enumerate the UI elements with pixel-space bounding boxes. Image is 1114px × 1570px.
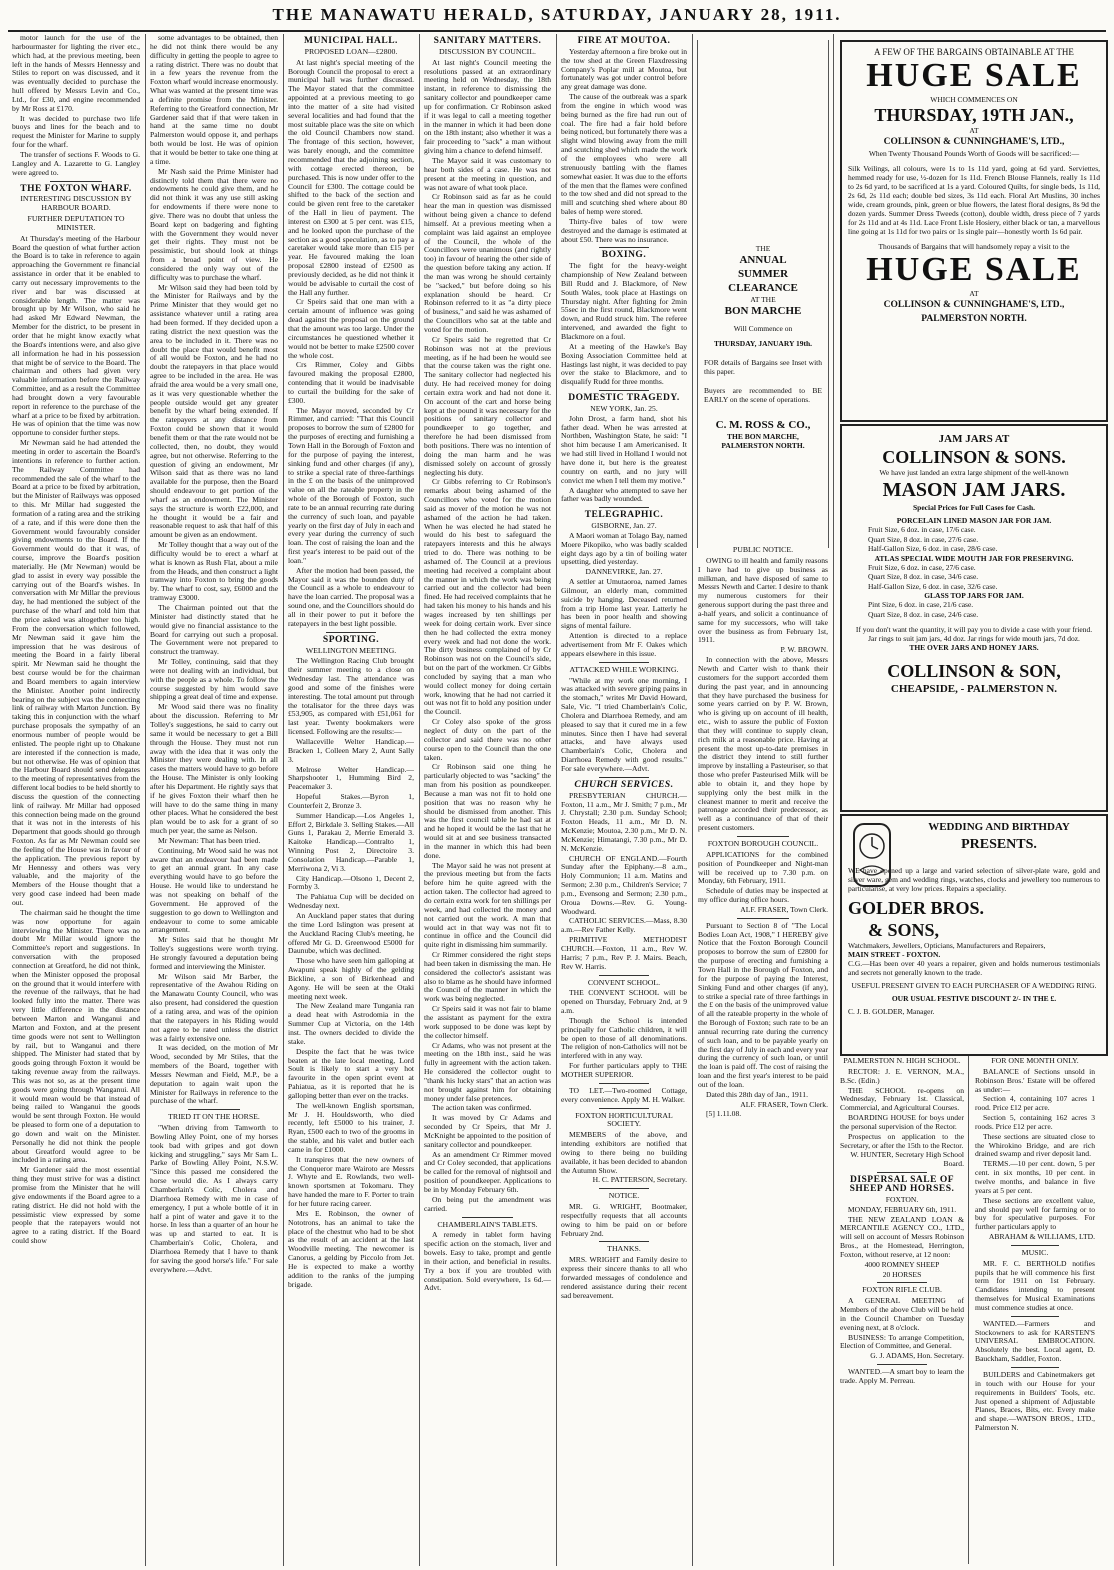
divider — [599, 247, 649, 248]
ad-text: COLLINSON & CUNNINGHAME'S, LTD., — [883, 137, 1065, 147]
headline-dispersal-sale: DISPERSAL SALE OF SHEEP AND HORSES. — [849, 1175, 955, 1194]
article-paragraph: For further particulars apply to THE MOTHER SUPERIOR. — [561, 1061, 687, 1079]
divider — [877, 1364, 927, 1365]
ad-text: BON MARCHE — [724, 305, 802, 317]
ad-text: WHICH COMMENCES ON — [930, 95, 1018, 104]
price-item: Quart Size, 8 doz. in case, 24/6 case. — [868, 609, 979, 619]
article-paragraph: Cr Gibbs referring to Cr Robinson's remarks about being ashamed of the Councillors who voted for the motion said as mover of the motion he was not ashamed of the action he had taken. When he was elected he had stated he would do his best to safeguard the ratepayers interests and this he always tried to do. There was nothing to be ashamed of. The Council at a previous meeting had received a complaint about the manner in which the work was being carried out and the collector had been fined. He had received complaints that he had taken his money to his hands and his wages increased by ten shillings per week for doing certain work. Ever since then he had collected the extra money every week and had not done the work. The dirty business complained of by Cr Robinson was not on the Council's side, but on the part of the workmen. Cr Gibbs concluded by saying that a man who would collect money for doing certain work, knowing that he had not carried it out was not fit to hold any position under the Council. — [424, 477, 551, 717]
article-paragraph: The New Zealand mare Tungania ran a dead heat with Astrodomia in the Summer Cup at Victoria, on the 14th inst. The owners decided to divide the stake. — [288, 1001, 414, 1046]
article-paragraph: Hopeful Stakes.—Byron 1, Counterfeit 2, Bronze 3. — [288, 792, 414, 810]
notice-paragraph: In connection with the above, Messrs Newth and Carter wish to thank their customers for the support accorded them during the past year, and in announcing that they have purchased the business for some years carried on by P. W. Brown, who is giving up on account of ill health, etc., wish to assure the public of Foxton that they will continue to supply clean, rich milk at a reasonable price. Having at present the most up-to-date premises in the district they intend to still further improve by installing a Pasteuriser, so that those who prefer Pasteurised Milk will be able to obtain it, and they hope by supplying only the best milk in the cleanest manner to merit and receive the patronage accorded their predecessor, as well as a continuance of that of their present customers. — [698, 655, 828, 833]
column-1 — [12, 34, 140, 1566]
clock-illustration-icon — [850, 822, 894, 890]
column-3 — [288, 34, 414, 1566]
article-paragraph: It was moved by Cr Adams and seconded by Cr Speirs, that Mr J. McKnight be appointed to the position of sanitary collector and poundkeeper. — [424, 1113, 551, 1149]
ad-text: THE BON MARCHE, — [727, 432, 799, 441]
article-paragraph: "While at my work one morning, I was attacked with severe griping pains in the stomach," writes Mr David Howard, Sale, Vic. "I tried Chamberlain's Colic, Cholera and Diarrhoea Remedy, and am pleased to say that it cured me in a few minutes. Since then I have had several attacks, and have always used Chamberlain's Colic, Cholera and Diarrhoea Remedy with good results." For sale everywhere.—Advt. — [561, 675, 687, 773]
article-paragraph: Cr Robinson said as far as he could hear the man in question was dismissed without being given a chance to defend himself. At a previous meeting when a complaint was laid against an employee of the Council, the whole of the Councillors were unanimous (and rightly too) in favour of hearing the other side of the question before taking any action. If the man was wrong he should certainly be "sacked," but before doing so his explanation should be heard. Cr Robinson referred to it as "a dirty piece of business," and said he was ashamed of the Councillors who sat at the table and voted for the motion. — [424, 192, 551, 334]
divider — [877, 1172, 927, 1173]
article-paragraph: MR. G. WRIGHT, Bootmaker, respectfully requests that all accounts owing to him be paid on or before February 2nd. — [561, 1202, 687, 1238]
dateline: GISBORNE, Jan. 27. — [591, 521, 657, 531]
ad-text: Silk Veilings, all colours, were 1s to 1s 11d yard, going at 6d yard. Serviettes, hemmed ready for use, ½-dozen for 1s 11d. French Blouse Flannels, really 1s 11d to 2s 6d yard, to be sacrificed at 1s a yard. Coloured Quilts, for single beds, 1s 11d, 2s 6d, 2s 11d each; double bed sizes, 3s 11d each. Floral Art Muslins, 30 inches wide, cream grounds, pink, green or blue flowers, the latest floral designs, 8s 9d the dozen yards. Summer Dress Tweeds (cotton), double width, dress piece of 7 yards for 2s 11d and at 4s 11d. Lace Front Lisle Hosiery, either black or tan, a marvellous line going at 1s 11d for two pairs or 1s single pair—honestly worth 1s 6d pair. — [848, 164, 1100, 236]
price-list-glass-top — [848, 600, 1100, 619]
ad-text: When Twenty Thousand Pounds Worth of Goods will be sacrificed:— — [868, 149, 1080, 158]
article-paragraph: A remedy in tablet form having specific action on the stomach, liver and bowels. Easy to take, prompt and gentle in their action, and beneficial in results. Try a box if you are troubled with constipation. Sold everywhere, 1s 6d.—Advt. — [424, 1230, 551, 1293]
article-paragraph: Mr Wood said there was no finality about the discussion. Referring to Mr Tolley's suggestions, he said to carry out same it would be necessary to get a Bill through the House. They must not run away with the idea that it was only the Minister they were dealing with. In all cases the matters would have to go before the House. The Minister is only looking after his Department. He rightly says that if he gives Foxton their wharf then he will have to do the same thing in many other places. What he considered the best plan would be to ask for a grant of so much per year, the same as Nelson. — [150, 702, 278, 836]
ad-text: C.G.—Has been over 40 years a repairer, given and holds numerous testimonials and secrets not generally known to the trade. — [848, 959, 1100, 977]
article-paragraph: Cr Speirs said that one man with a certain amount of influence was going dead against the proposal on the ground that the amount was too large. Under the circumstances he questioned whether it would not be better to make £2500 cover the whole cost. — [288, 297, 414, 360]
signature: ALF. FRASER, Town Clerk. — [740, 1099, 828, 1109]
ad-text: A FEW OF THE BARGAINS OBTAINABLE AT THE — [874, 47, 1074, 57]
ad-text: CLEARANCE — [728, 282, 798, 294]
ad-text: PORCELAIN LINED MASON JAR FOR JAM. — [896, 516, 1052, 525]
ad-text: Buyers are recommended to BE EARLY on the scene of operations. — [704, 386, 822, 404]
column-5 — [561, 34, 687, 1566]
notice-paragraph: WANTED.—Farmers and Stockowners to ask for KARSTEN'S UNIVERSAL EMBROCATION. Absolutely the best. Local agent, D. Bauckham, Saddler, Foxton. — [975, 1318, 1095, 1364]
article-paragraph: An Auckland paper states that during the time Lord Islington was present at the Auckland Racing Club's meeting, he offered Mr G. D. Greenwood £5000 for Daunube, which was declined. — [288, 911, 414, 956]
headline-fire-moutoa: FIRE AT MOUTOA. — [577, 36, 671, 46]
ad-text: FOR details of Bargains see Inset with this paper. — [704, 358, 822, 376]
price-item: Fruit Size, 6 doz. in case, 17/6 case. — [868, 525, 976, 534]
article-paragraph: The cause of the outbreak was a spark from the engine in which wood was being burned as the fire had run out of coal. The fire had a fair hold before being noticed, but fortunately there was a slight wind blowing away from the mill and scutching shed which made the work of the employees who were all strenuously battling with the flames somewhat easier. It was due to the efforts of the men that the flames were confined to the tow shed and did not spread to the mill and scutching shed where about 80 bales of hemp were stored. — [561, 92, 687, 217]
article-paragraph: MRS. WRIGHT and Family desire to express their sincere thanks to all who forwarded messages of condolence and rendered assistance during their recent sad bereavement. — [561, 1255, 687, 1300]
headline-horticultural: FOXTON HORTICULTURAL SOCIETY. — [575, 1110, 673, 1129]
article-paragraph: CATHOLIC SERVICES.—Mass, 8.30 a.m.—Rev Father Kelly. — [561, 916, 687, 935]
headline-church-services: CHURCH SERVICES. — [574, 779, 674, 790]
ad-text: WEDDING AND BIRTHDAY — [928, 821, 1070, 833]
ad-golder-bros — [840, 814, 1108, 1056]
notice-paragraph: Prospectus on application to the Secretary, or after the 15th to the Rector. — [840, 1131, 964, 1150]
subheadline: INTERESTING DISCUSSION BY HARBOUR BOARD. — [20, 194, 132, 213]
signature: W. HUNTER, Secretary High School Board. — [850, 1150, 964, 1169]
ad-text: GLASS TOP JARS FOR JAM. — [924, 591, 1024, 600]
ad-text: AT — [969, 289, 979, 298]
article-paragraph: Those who have seen him galloping at Awapuni speak highly of the gelding Bickline, a son of Birkenhead and Agony. He will be seen at the Otaki meeting next week. — [288, 956, 414, 1001]
divider — [1011, 1316, 1059, 1317]
dateline: DANNEVIRKE, Jan. 27. — [585, 567, 663, 577]
price-item: Half-Gallon Size, 6 doz. in case, 32/6 case. — [868, 581, 998, 591]
notice-paragraph: THE SCHOOL re-opens on Wednesday, February 1st. Classical, Commercial, and Agricultural Courses. — [840, 1085, 964, 1113]
divider — [188, 1109, 239, 1110]
divider — [599, 662, 649, 663]
subheadline: WELLINGTON MEETING. — [305, 645, 397, 655]
article-paragraph: Mr Nash said the Prime Minister had distinctly told them that there were no endowments he could give them, and he did not think it was any use still asking for endowments if there were none to give. There was no doubt that unless the Board kept on badgering and fighting with the Government they would never get their rights. They must not be pessimistic, but should look at things from a broad point of view. He considered the only way out of the difficulty was to purchase the wharf. — [150, 166, 278, 282]
headline-one-month: FOR ONE MONTH ONLY. — [991, 1056, 1079, 1065]
ad-text: AT — [969, 126, 979, 135]
notice-paragraph: BUSINESS: To arrange Competition, Election of Committee, and General. — [840, 1332, 964, 1351]
article-paragraph: The Mayor said he was not present at the previous meeting but from the facts before him he quite agreed with the action taken. The collector had agreed to do certain extra work for ten shillings per week, and had collected the money and not carried out the work. A man that would act in that way was not fit to continue in office and the Council did quite right in dismissing him summarily. — [424, 860, 551, 950]
headline-attacked: ATTACKED WHILE WORKING. — [569, 664, 679, 674]
divider — [599, 1108, 649, 1109]
article-paragraph: Mr Tolley thought that a way out of the difficulty would be to erect a wharf at what is known as Rush Flat, about a mile from the Heads, and then construct a light tramway into Foxton to bring the goods by. The wharf to cost, say, £6000 and the tramway £3000. — [150, 540, 278, 603]
notice-paragraph: Dated this 28th day of Jan., 1911. — [706, 1089, 809, 1099]
column-divider — [692, 34, 693, 1566]
divider — [599, 1241, 649, 1242]
article-paragraph: The well-known English sportsman, Mr J. H. Houldsworth, who died recently, left £5000 to his trainer, J. Ryan, £500 each to two of the grooms in the stable, and his valet and butler each came in for £1000. — [288, 1100, 414, 1154]
article-paragraph: It transpires that the new owners of the Conqueror mare Wairoto are Messrs J. Whyte and E. Rowlands, two well-known sportsmen at Tokomaru. They have handed the mare to F. Porter to train for her future racing career. — [288, 1154, 414, 1208]
notice-paragraph: Section 4, containing 107 acres 1 rood. Price £12 per acre. — [975, 1094, 1095, 1113]
article-paragraph: Mr Gardener said the most essential thing they must strive for was a distinct promise from the Minister that he will give endowments if the Board agree to a rating district. He did not hold with the pessimistic view expressed by some people that the ratepayers would not agree to a rating district. If the Board could show — [12, 1165, 140, 1246]
masthead-title: THE MANAWATU HERALD, SATURDAY, JANUARY 28, 1911. — [272, 5, 842, 24]
ad-text: COLLINSON & SON, — [887, 661, 1061, 681]
headline-music: MUSIC. — [1021, 1247, 1049, 1257]
article-paragraph: Continuing, Mr Wood said he was not aware that an endeavour had been made to get an annual grant. In any case everything would have to go before the House. He would like to understand he was not speaking on behalf of the Government. He approved of the suggestion to go down to Wellington and endeavour to come to some amicable arrangement. — [150, 845, 278, 935]
notice-paragraph: MR. F. C. BERTHOLD notifies pupils that he will commence his first term for 1911 on 1st February. Candidates intending to present themselves for Musical Examinations must commence studies at once. — [975, 1258, 1095, 1312]
article-paragraph: Cr Speirs said it was not fair to blame the assistant as payment for the extra work supposed to be done was kept by the collector himself. — [424, 1004, 551, 1040]
price-item: Quart Size, 8 doz. in case, 27/6 case. — [868, 534, 979, 544]
ad-text: WE have opened up a large and varied selection of silver-plate ware, gold and silver ware, gem and wedding rings, watches, clocks and jewellery too numerous to particularise, at very low prices. Repairs a speciality. — [848, 866, 1100, 893]
article-paragraph: Despite the fact that he was twice beaten at the late local meeting, Lord Soult is likely to start a very hot favourite in the open sprint event at Pahiatua, as it is reported that he is galloping better than ever on the tracks. — [288, 1046, 414, 1100]
ad-text: SUMMER — [737, 268, 789, 280]
article-paragraph: some advantages to be obtained, then he did not think there would be any difficulty in getting the people to agree to a rating district. There was no doubt that in a few years the revenue from the Foxton wharf would increase enormously. What was wanted at the present time was a definite promise from the Minister. Referring to the Greatford connection, Mr Gardener said that if that were taken in hand at the same time no doubt Palmerston would oppose it, and perhaps both would be lost. He was of opinion that it would be better to take one thing at a time. — [150, 34, 278, 166]
article-paragraph: At last night's special meeting of the Borough Council the proposal to erect a municipal hall was further discussed. The Mayor stated that the committee appointed at a previous meeting to go into the matter of a site had visited several localities and had found that the most suitable place was the site on which the old Council Chambers now stand. The frontage of this section, however, was barely enough, and the committee recommended that the adjoining section, with cottage erected thereon, be purchased. This is now under offer to the Council for £300. The cottage could be shifted to the back of the section and could be given rent free to the caretaker of the Hall in lieu of payment. The interest on £300 at 5 per cent. was £15, and he looked upon the purchase of the section as a good speculation, as to pay a caretaker would take more than £15 per year. He favoured making the loan proposal £2800 instead of £2500 as previously decided, as he did not think it would be advisable to curtail the cost of the Hall any further. — [288, 57, 414, 297]
headline-chamberlains-tablets: CHAMBERLAIN'S TABLETS. — [437, 1219, 538, 1229]
ad-text: THE OVER JARS AND HONEY JARS. — [909, 643, 1039, 652]
column-divider — [145, 34, 146, 1566]
article-paragraph: The Chairman pointed out that the Minister had distinctly stated that he would give no financial assistance to the Board for carrying out such a proposal. The Government were not prepared to construct the tramway. — [150, 603, 278, 657]
article-paragraph: TO LET.—Two-roomed Cottage, every convenience. Apply M. H. Walker. — [561, 1085, 687, 1104]
notice-paragraph: APPLICATIONS for the combined position of Poundkeeper and Night-man will be received up to 7.30 p.m. on Monday, 6th February, 1911. — [698, 849, 828, 886]
notice-paragraph: OWING to ill health and family reasons I have had to give up business as milkman, and have disposed of same to Messrs Newth and Carter. I desire to thank my numerous customers for their generous support during the past three and a-half years, and solicit a continuance of same for my successors, who will take over the business as from February 1st, 1911. — [698, 555, 828, 645]
article-paragraph: Cr Adams, who was not present at the meeting on the 18th inst., said he was fully in agreement with the action taken. He considered the collector ought to "thank his lucky stars" that an action was not brought against him for obtaining money under false pretences. — [424, 1040, 551, 1103]
notice-paragraph: 20 HORSES — [882, 1269, 922, 1279]
article-paragraph: Mr Wilson said Mr Barber, the representative of the Awahou Riding on the Manawatu County Council, who was also present, had considered the question of a rating area, and was of the opinion that the ratepayers in his Riding would not agree to be rated unless the district was a fairly extensive one. — [150, 971, 278, 1043]
headline-municipal-hall: MUNICIPAL HALL. — [304, 36, 398, 46]
divider — [50, 181, 101, 182]
article-paragraph: Yesterday afternoon a fire broke out in the tow shed at the Green Flaxdressing Company's Poplar mill at Moutoa, but fortunately was got under control before any great damage was done. — [561, 46, 687, 92]
headline-tried-horse: TRIED IT ON THE HORSE. — [168, 1112, 260, 1122]
notice-paragraph: BALANCE of Sections unsold in Robinson Bros.' Estate will be offered as under:— — [975, 1066, 1095, 1094]
headline-rifle-club: FOXTON RIFLE CLUB. — [862, 1285, 942, 1295]
article-paragraph: The Pahiatua Cup will be decided on Wednesday next. — [288, 892, 414, 911]
ad-text: Thousands of Bargains that will handsomely repay a visit to the — [878, 242, 1070, 251]
article-paragraph: Cr Rimmer considered the right steps had been taken in dismissing the man. He considered the collector's assistant was also to blame as he should have informed the Council of the manner in which the work was being neglected. — [424, 950, 551, 1004]
article-paragraph: CHURCH OF ENGLAND.—Fourth Sunday after the Epiphany.—8 a.m., Holy Communion; 11 a.m. Matins and Sermon; 2.30 p.m., Children's Service; 7 p.m., Evensong and Sermon; 2.30 p.m., Oroua Downs.—Rev. G. Young-Woodward. — [561, 853, 687, 916]
ad-text: PALMERSTON NORTH. — [721, 441, 805, 450]
notice-paragraph: Schedule of duties may be inspected at my office during office hours. — [698, 886, 828, 905]
column-8-notices — [975, 1056, 1095, 1564]
article-paragraph: It was decided to purchase two life buoys and lines for the beach and to request the Minister for Marine to supply four for the wharf. — [12, 113, 140, 150]
article-paragraph: Mrs E. Robinson, the owner of Nototrons, has an animal to take the place of the chestnut who had to be shot as the result of an accident at the last Woodville meeting. The newcomer is Canorus, a gelding by Piccolo from Jet. He is expected to make a worthy addition to the ranks of the jumping brigade. — [288, 1208, 414, 1289]
signature: G. J. ADAMS, Hon. Secretary. — [870, 1351, 964, 1361]
price-item: Half-Gallon Size, 6 doz. in case, 28/6 case. — [868, 544, 998, 553]
column-2 — [150, 34, 278, 1566]
column-4 — [424, 34, 551, 1566]
ad-headline-huge-sale: HUGE SALE — [866, 57, 1082, 94]
divider — [1011, 1245, 1059, 1246]
headline-high-school: PALMERSTON N. HIGH SCHOOL. — [843, 1056, 961, 1065]
article-paragraph: The action taken was confirmed. — [432, 1103, 532, 1113]
ad-text: C. M. ROSS & CO., — [715, 419, 811, 431]
notice-paragraph: A GENERAL MEETING of Members of the above Club will be held in the Council Chamber on Tuesday evening next, at 8 o'clock. — [840, 1296, 964, 1332]
column-7-notices — [840, 1056, 969, 1564]
divider — [599, 390, 649, 391]
divider — [737, 836, 789, 837]
article-paragraph: Though the School is intended principally for Catholic children, it will be open to those of all denominations. The religion of non-Catholics will not be interfered with in any way. — [561, 1015, 687, 1061]
ad-text: JAM JARS AT — [938, 433, 1010, 445]
notice-paragraph: BOARDING HOUSE for boys under the personal supervision of the Rector. — [840, 1113, 964, 1131]
ad-text: MAIN STREET - FOXTON. — [848, 950, 941, 959]
price-item: Fruit Size, 6 doz. in case, 27/6 case. — [868, 562, 976, 572]
article-paragraph: MEMBERS of the above, and intending exhibitors are notified that owing to there being no building available, it has been decided to abandon the Autumn Show. — [561, 1130, 687, 1175]
headline-telegraphic: TELEGRAPHIC. — [584, 510, 664, 521]
article-paragraph: Wallaceville Welter Handicap.—Bracken 1, Colleen Mary 2, Aunt Sally 3. — [288, 736, 414, 764]
ad-text: We have just landed an extra large shipment of the well-known — [879, 468, 1069, 477]
footer-code: [5] 1.11.08. — [706, 1109, 742, 1119]
article-paragraph: The Wellington Racing Club brought their summer meeting to a close on Wednesday last. The attendance was good and some of the finishes were interesting. The total amount put through the totalisator for the three days was £53,905, as compared with £51,061 for last year. Twenty bookmakers were licensed. Following are the results:— — [288, 656, 414, 737]
notice-paragraph: These sections are situated close to the Whirokino Bridge, and are rich drained swamp and river deposit land. — [975, 1131, 1095, 1159]
article-paragraph: The fight for the heavy-weight championship of New Zealand between Bill Rudd and J. Blackmore, of New South Wales, took place at Hastings on Thursday night. After fighting for 2min 55sec in the first round, Blackmore went down, and Rudd struck him. The referee intervened, and awarded the fight to Blackmore on a foul. — [561, 261, 687, 341]
notice-paragraph: TERMS.—10 per cent. down, 5 per cent. in six months, 10 per cent. in twelve months, and balance in five years at 5 per cent. — [975, 1159, 1095, 1195]
ad-text: USEFUL PRESENT GIVEN TO EACH PURCHASER OF A WEDDING RING. — [851, 981, 1097, 990]
article-paragraph: Melrose Welter Handicap.—Sharpshooter 1, Humming Bird 2, Peacemaker 3. — [288, 764, 414, 792]
headline-borough-council: FOXTON BOROUGH COUNCIL. — [707, 839, 819, 848]
article-paragraph: As an amendment Cr Rimmer moved and Cr Coley seconded, that applications be called for the removal of nightsoil and position of poundkeeper. Applications to be in by Monday February 6th. — [424, 1149, 551, 1194]
ad-text: THURSDAY, 19TH JAN., — [874, 105, 1074, 125]
headline-sanitary-matters: SANITARY MATTERS. — [433, 36, 542, 46]
notice-paragraph: BUILDERS and Cabinetmakers get in touch with our House for your requirements in Builders' Tools, etc. Just opened a shipment of Adjustable Planes, Braces, Bits, etc. Every make and shape.—WATSON BROS., LTD., Palmerston N. — [975, 1370, 1095, 1433]
article-paragraph: Summer Handicap.—Los Angeles 1, Effort 2, Birkdale 3. Selling Stakes.—All Guns 1, Parakau 2, Merrie Emerald 3. Kaitoke Handicap.—Contralto 1, Winning Post 2, Directoire 3. Consolation Handicap.—Parable 1, Merriwona 2, Vi 3. — [288, 810, 414, 873]
ad-text: COLLINSON & SONS. — [882, 447, 1066, 467]
ad-text: Will Commence on — [733, 324, 793, 333]
ad-text: Jar rings to suit jam jars, 4d doz. Jar rings for wide mouth jars, 7d doz. — [868, 634, 1080, 643]
divider — [599, 975, 649, 976]
signature: H. C. PATTERSON, Secretary. — [592, 1175, 687, 1185]
article-paragraph: John Drost, a farm hand, shot his father dead. When he was arrested at Northben, Washington State, he said: "I shot him because I am Americanised. It we had still lived in Holland I would not have done it, but here is the greatest country on earth, and no jury will convict me when I tell them my motive." — [561, 413, 687, 485]
divider — [599, 777, 649, 778]
signature: ABRAHAM & WILLIAMS, LTD. — [988, 1232, 1095, 1242]
notice-paragraph: RECTOR: J. E. VERNON, M.A., B.Sc. (Edin.) — [840, 1066, 964, 1085]
ad-text: ANNUAL — [739, 254, 787, 266]
ad-bon-marche — [697, 40, 829, 548]
article-paragraph: It was decided, on the motion of Mr Wood, seconded by Mr Stiles, that the members of the Board, together with Messrs Newman and Field, M.P., be a deputation to again wait upon the Minister for Railways in reference to the purchase of the wharf. — [150, 1043, 278, 1106]
divider — [326, 632, 376, 633]
price-list-atlas — [848, 563, 1100, 592]
ad-text: MASON JAM JARS. — [882, 479, 1066, 501]
subheadline: PROPOSED LOAN—£2800. — [304, 46, 398, 56]
article-paragraph: Mr Newman said he had attended the meeting in order to ascertain the Board's intentions in reference to further action. The Railway Committee had recommended the sale of the wharf to the Board at a price to be fixed by arbitration, but the Minister of Railways was opposed to this. Mr Millar had suggested the formation of a rating area and the striking of a rate, and if this were done then the Government would favourably consider giving endowments to the Board. If the Government would do that it was, of course, improve the Board's position materially. He (Mr Newman) would be glad to assist in every way possible the carrying out of the Board's wishes. In conversation with Mr Millar the previous day, he had mentioned the subject of the purchase of the wharf and told him that the price asked was altogether too high. From the conversation which followed, Mr Newman said it gave him the impression that he was desirous of meeting the Board in a fairly liberal spirit. Mr Newman said he thought the best course would be for the chairman and Board members to again interview the Minister. Another point indirectly bearing on the subject was the connecting link of railway with Marton Junction. By taking this in conjunction with the wharf purchase proposals the sympathy of an enormous number of people would be enlisted. The people right up to Ohakune are interested if the connection is made, but not otherwise. He was of opinion that the Harbour Board should send delegates to the meeting of representatives from the different local bodies to be held shortly to discuss the question of the connecting link of railway. Mr Millar had opposed this connection being made on the ground that it was not in the interests of his Department that goods should go through Foxton. As far as Mr Newman could see the feeling of the House was in favour of the application. The previous report by Mr Hennessy and others was very valuable, and the majority of the Members of the House thought that a very good case indeed had been made out. — [12, 438, 140, 907]
article-paragraph: Mr Stiles said that he thought Mr Tolley's suggestions were worth trying. He strongly favoured a deputation being formed and interviewing the Minister. — [150, 935, 278, 971]
ad-headline-huge-sale: HUGE SALE — [866, 251, 1082, 288]
ad-text: ATLAS SPECIAL WIDE MOUTH JAR FOR PRESERVING. — [874, 553, 1074, 563]
ad-text: If you don't want the quantity, it will pay you to divide a case with your friend. — [855, 625, 1093, 634]
subheadline: DISCUSSION BY COUNCIL. — [439, 46, 536, 56]
article-paragraph: PRESBYTERIAN CHURCH.—Foxton, 11 a.m., Mr J. Smith; 7 p.m., Mr J. Chrystall; 2.30 p.m. Sunday School; Foxton Heads, 11 a.m., Mr D. N. McKenzie; Moutoa, 2.30 p.m., Mr D. N. McKenzie; Himatangi, 7.30 p.m., Mr D. N. McKenzie. — [561, 790, 687, 853]
article-paragraph: Cr Speirs said he regretted that Cr Robinson was not at the previous meeting, as if he had been he would see that the course taken was the right one. The sanitary collector had neglected his duty. He had received money for doing certain extra work and had not done it. On account of the cart and horse being kept at the pound it was necessary for the positions of sanitary collector and poundkeeper to go together, and therefore he had been dismissed from both positions. There was no intention of doing the man harm and he was dismissed solely on account of grossly neglecting his duty. — [424, 334, 551, 477]
article-paragraph: A daughter who attempted to save her father was badly wounded. — [561, 485, 687, 504]
divider — [599, 1083, 649, 1084]
ad-text: Special Prices for Full Cases for Cash. — [912, 503, 1035, 512]
notice-paragraph: 4000 ROMNEY SHEEP — [864, 1259, 940, 1269]
notice-paragraph: WANTED.—A smart boy to learn the trade. Apply M. Perreau. — [840, 1367, 964, 1385]
article-paragraph: Mr Tolley, continuing, said that they were not dealing with an individual, but with the people as a whole. To follow the course suggested by him would save shipping a great deal of time and expense. — [150, 657, 278, 702]
signature: P. W. BROWN. — [780, 645, 828, 655]
column-divider — [419, 34, 420, 1566]
column-divider — [556, 34, 557, 1566]
column-6-notices — [698, 545, 828, 1565]
headline-notice: NOTICE. — [608, 1191, 640, 1201]
article-paragraph: THE CONVENT SCHOOL will be opened on Thursday, February 2nd, at 9 a.m. — [561, 988, 687, 1016]
notice-paragraph: THE NEW ZEALAND LOAN & MERCANTILE AGENCY CO., LTD., will sell on account of Messrs Robinson Bros., at the Homestead, Herrington, Foxton, without reserve, at 12 noon: — [840, 1214, 964, 1259]
notice-paragraph: MONDAY, FEBRUARY 6th, 1911. — [847, 1204, 957, 1214]
headline-foxton-wharf: THE FOXTON WHARF. — [20, 183, 132, 194]
dateline: NEW YORK, Jan. 25. — [590, 403, 658, 413]
divider — [737, 918, 789, 919]
masthead-rule — [8, 30, 1106, 32]
article-paragraph: Cr Coley also spoke of the gross neglect of duty on the part of the collector and said there was no other course open to the Council than the one taken. — [424, 717, 551, 762]
ad-text: AT THE — [750, 295, 776, 304]
article-paragraph: The Mayor moved, seconded by Cr Rimmer, and carried: "That this Council proposes to borrow the sum of £2800 for the purposes of erecting and furnishing a Town Hall in the Borough of Foxton and for the purpose of paying the interest, sinking fund and other charges (if any), to strike a special rate of three-farthings in the £ on the basis of the unimproved value on all the rateable property in the whole of the Borough of Foxton, such rate to be an annual recurring rate during the currency of such loan, and payable yearly on the first day of July in each and every year during the currency of such loan. The cost of raising the loan and the first year's interest to be paid out of the loan." — [288, 405, 414, 565]
ad-huge-sale — [840, 40, 1108, 422]
notice-paragraph: Pursuant to Section 8 of "The Local Bodies Loan Act, 1908," I HEREBY give Notice that the Foxton Borough Council proposes to borrow the sum of £2800 for the purpose of erecting and furnishing a Town Hall in the Borough of Foxton, and for the purpose of paying the Interest, Sinking Fund and other charges (if any), to strike a special rate of three farthings in the £ on the basis of the unimproved value of all the rateable property in the whole of the Borough of Foxton; such rate to be an annual recurring rate during the currency of such loan, and to be payable yearly on the first day of July in each and every year during the currency of such loan, or until the loan is paid off. The cost of raising the loan and the first year's interest to be paid out of the loan. — [698, 920, 828, 1089]
ad-text: PALMERSTON NORTH. — [921, 314, 1027, 324]
headline-boxing: BOXING. — [601, 250, 647, 261]
ad-text: & SONS, — [868, 920, 940, 940]
ad-text: OUR USUAL FESTIVE DISCOUNT 2/- IN THE £. — [891, 994, 1057, 1003]
divider — [599, 1188, 649, 1189]
ad-text: GOLDER BROS. — [848, 898, 985, 918]
notice-paragraph: FOXTON. — [885, 1194, 919, 1204]
headline-sporting: SPORTING. — [322, 634, 380, 645]
ad-text: PRESENTS. — [961, 837, 1037, 852]
article-paragraph: On being put the amendment was carried. — [424, 1194, 551, 1213]
ad-text: C. J. B. GOLDER, Manager. — [848, 1007, 935, 1016]
article-paragraph: Crs Rimmer, Coley and Gibbs favoured making the proposal £2800, contending that it would be inadvisable to curtail the building for the sake of £300. — [288, 360, 414, 405]
article-paragraph: At a meeting of the Hawke's Bay Boxing Association Committee held at Hastings last night, it was decided to pay over the stake to Blackmore, and to disqualify Rudd for three months. — [561, 341, 687, 387]
ad-jam-jars — [840, 424, 1108, 812]
divider — [877, 1282, 927, 1283]
article-paragraph: Mr Wilson said they had been told by the Minister for Railways and by the Prime Minister that they would get no assistance whatever until a rating area had been formed. If they decided upon a rating district the next question was the area to be included in it. There was no doubt the place that would benefit most of all would be Foxton, and he had no doubt the ratepayers in that place would agree to be included in the area. He was afraid the area would be a very small one, as it was very questionable whether the people outside would get any greater benefit by the wharf being extended. If the ratepayers at any distance from Foxton could be shown that it would benefit them or that the rate would not be collected, then, no doubt, they would agree, but not otherwise. Referring to the question of giving an endowment, Mr Wilson said that as there was no land available for the purpose, then the Board should endeavour to get portion of the wharf as an endowment. The Minister says the structure is worth £22,000, and he thought it would be a fair and reasonable request to ask that half of this amount be given as an endowment. — [150, 282, 278, 540]
ad-text: CHEAPSIDE, - PALMERSTON N. — [890, 683, 1058, 695]
ad-text: THE — [755, 244, 771, 253]
price-item: Pint Size, 6 doz. in case, 21/6 case. — [868, 600, 974, 609]
article-paragraph: Cr Robinson said one thing he particularly objected to was "sacking" the man from his position as poundkeeper. Because a man was not fit to hold one position that was no reason why he should be dismissed from another. This was the first council table he had sat at and he hoped it would be the last that he would sit at and see business transacted in the manner in which this had been done. — [424, 762, 551, 860]
article-paragraph: Attention is directed to a replace advertisement from Mr F. Oakes which appears elsewhere in this issue. — [561, 631, 687, 658]
headline-public-notice: PUBLIC NOTICE. — [732, 545, 794, 554]
signature: ALF. FRASER, Town Clerk. — [740, 904, 828, 914]
article-paragraph: Thirty-five bales of tow were destroyed and the damage is estimated at about £50. There was no insurance. — [561, 216, 687, 244]
headline-thanks: THANKS. — [607, 1244, 641, 1254]
article-paragraph: Mr Newman: That has been tried. — [158, 835, 261, 845]
article-paragraph: The Mayor said it was customary to hear both sides of a case. He was not present at the meeting in question, and was not aware of what took place. — [424, 155, 551, 192]
article-paragraph: "When driving from Tamworth to Bowling Alley Point, one of my horses took bad with gripes and got down kicking and struggling," says Mr Sam L. Parke of Bowling Alley Point, N.S.W. "Since this passed me considered the horse would die. As I always carry Chamberlain's Colic, Cholera and Diarrhoea Remedy with me in case of emergency, I put a whole bottle of it in half a pint of water and gave it to the horse. In less than a quarter of an hour he was up and started to eat. It is Chamberlain's Colic, Cholera, and Diarrhoea Remedy that I have to thank for saving the good horse's life." For sale everywhere.—Advt. — [150, 1123, 278, 1274]
divider — [599, 507, 649, 508]
ad-text: Watchmakers, Jewellers, Opticians, Manufacturers and Repairers, — [848, 941, 1046, 950]
article-paragraph: The transfer of sections F. Woods to G. Langley and A. Lazarette to G. Langley were agreed to. — [12, 149, 140, 177]
column-divider — [283, 34, 284, 1566]
notice-paragraph: These sections are excellent value, and should pay well for farming or to buy for speculative purposes. For further particulars apply to — [975, 1195, 1095, 1232]
price-item: Quart Size, 8 doz. in case, 34/6 case. — [868, 572, 979, 581]
ad-text: THURSDAY, JANUARY 19th. — [713, 339, 813, 348]
notice-paragraph: Section 5, containing 162 acres 3 roods. Price £12 per acre. — [975, 1113, 1095, 1131]
headline-domestic-tragedy: DOMESTIC TRAGEDY. — [568, 393, 680, 404]
price-list-porcelain — [848, 525, 1100, 554]
ad-text: COLLINSON & CUNNINGHAME'S, LTD., — [883, 300, 1065, 310]
subheadline: FURTHER DEPUTATION TO MINISTER. — [27, 214, 125, 232]
article-paragraph: A settler at Umutaoroa, named James Gilmour, an elderly man, committed suicide by hanging. Deceased returned from a trip Home last year. Latterly he has been in poor health and showing signs of mental failure. — [561, 577, 687, 631]
article-paragraph: A Maori woman at Tolago Bay, named Moere Pikopiko, who was badly scalded eight days ago by a tin of boiling water upsetting, died yesterday. — [561, 530, 687, 567]
divider — [1011, 1367, 1059, 1368]
headline-convent-school: CONVENT SCHOOL. — [587, 977, 661, 987]
divider — [462, 1217, 513, 1218]
article-paragraph: The chairman said he thought the time was now opportune for again interviewing the Minister. There was no doubt Mr Millar would ignore the Committee's report and suggestions. In conversation with the proposed connection at Greatford, he did not think, when the Minister opposed the proposal on the ground that it would interfere with the revenue of the railways, that he had looked fully into the matter. There was very little difference in the distance between Marton and Wanganui and Marton and Foxton, and at the present time goods were not sent to Wellington by rail, but to Wanganui and there shipped. The Minister had stated that by goods going through Foxton it would be taking revenue away from the railways. This was not so, as at the present time goods were going through Wanganui. All it would mean would be that instead of being railed to Wanganui the goods would be sent through Foxton. He would be pleased to form one of a deputation to go down and wait on the Minister. Personally he did not think the people about Greatford would agree to be included in a rating area. — [12, 907, 140, 1165]
column-divider — [833, 34, 834, 1566]
article-paragraph: After the motion had been passed, the Mayor said it was the bounden duty of the Council as a whole to endeavour to have the loan carried. The proposal was a sound one, and the Councillors should do all in their power to put it before the ratepayers in the best light possible. — [288, 565, 414, 628]
article-paragraph: PRIMITIVE METHODIST CHURCH.—Foxton, 11 a.m., Rev W. Harris; 7 p.m., Rev P. J. Mairs. Beach, Rev W. Harris. — [561, 935, 687, 971]
article-paragraph: motor launch for the use of the harbourmaster for lighting the river etc., which had, at the previous meeting, been left in the hands of Messrs Hennessy and Stiles to report on was discussed, and it was eventually decided to purchase the hull offered by Messrs Levin and Co., Ltd., for £30, and engine recommended by Mr Ross at £170. — [12, 34, 140, 113]
article-paragraph: At last night's Council meeting the resolutions passed at an extraordinary meeting held on Wednesday, the 18th instant, in reference to dismissing the sanitary collector and poundkeeper came up for confirmation. Cr Robinson asked if it was legal to call a meeting together in the manner in which it had been done on the 18th instant; also whether it was a fair proceeding to "sack" a man without giving him a chance to defend himself. — [424, 57, 551, 156]
article-paragraph: City Handicap.—Olsono 1, Decent 2, Formby 3. — [288, 873, 414, 892]
article-paragraph: At Thursday's meeting of the Harbour Board the question of what further action the Board is to take in reference to again approaching the Government re financial assistance in order that it be enabled to carry out necessary improvements to the river and bar was discussed at considerable length. The matter was brought up by Mr Wilson, who said he had asked Mr Edward Newman, the Member for the district, to be present in order that he might know exactly what the Board's intentions were, and also give all information he had in his possession that might be of service to the Board. The chairman and others had given very valuable information before the Railway Committee, and as a result the Committee had brought down a very favourable report in reference to the purchase of the wharf at a price to be fixed by arbitration. He was of opinion that the time was now opportune to consider further steps. — [12, 233, 140, 438]
